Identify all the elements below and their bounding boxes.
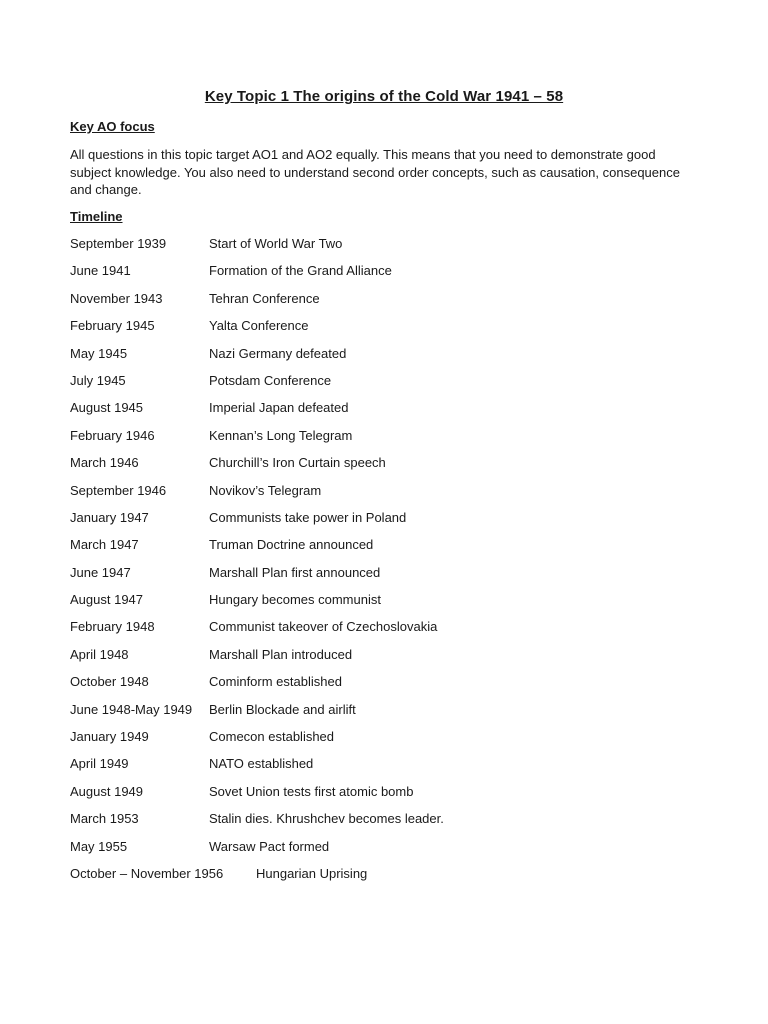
timeline-date: March 1947 [70, 537, 139, 553]
timeline-date: January 1949 [70, 729, 149, 745]
timeline-entry [70, 537, 690, 564]
document-title: Key Topic 1 The origins of the Cold War 1941 – 58 [204, 88, 564, 105]
timeline-event: Nazi Germany defeated [209, 345, 347, 361]
timeline-date: April 1948 [70, 646, 129, 662]
key-ao-heading: Key AO focus [70, 119, 155, 134]
timeline-event: Novikov’s Telegram [209, 482, 322, 498]
timeline-heading: Timeline [70, 209, 123, 224]
timeline-date: September 1939 [70, 236, 167, 251]
timeline-entry [70, 866, 690, 893]
timeline-event: Truman Doctrine announced [209, 537, 374, 553]
timeline-entry [70, 647, 690, 674]
timeline-event: Yalta Conference [209, 318, 309, 334]
timeline-event: Communists take power in Poland [209, 509, 407, 525]
timeline-event: Comecon established [209, 729, 335, 745]
timeline-date: April 1949 [70, 756, 129, 772]
timeline-date: September 1946 [70, 482, 167, 498]
timeline-date: February 1945 [70, 318, 155, 334]
timeline-date: June 1948-May 1949 [70, 701, 193, 717]
timeline-date: October 1948 [70, 674, 149, 690]
timeline-event: Stalin dies. Khrushchev becomes leader. [209, 811, 444, 827]
timeline-date: February 1946 [70, 427, 155, 443]
timeline-event: Marshall Plan first announced [209, 564, 381, 580]
timeline-entry [70, 428, 690, 455]
timeline-entry [70, 729, 690, 756]
timeline-entry [70, 455, 690, 482]
timeline-entry [70, 565, 690, 592]
timeline-event: Marshall Plan introduced [209, 646, 353, 662]
timeline-entry [70, 263, 690, 290]
timeline-date: November 1943 [70, 290, 163, 306]
timeline-event: Cominform established [209, 674, 342, 690]
timeline-entry [70, 291, 690, 318]
timeline-event: Sovet Union tests first atomic bomb [209, 783, 414, 799]
timeline-date: August 1949 [70, 783, 144, 799]
timeline-event: Communist takeover of Czechoslovakia [209, 619, 438, 635]
key-ao-paragraph: All questions in this topic target AO1 and AO2 equally. This means that you need to demonstrate good subject knowledge. You also need to understand second order concepts, such as causation, consequence and change. [70, 147, 680, 197]
timeline-entry [70, 756, 690, 783]
timeline-entry [70, 702, 690, 729]
timeline-date: July 1945 [70, 372, 126, 388]
timeline-date: March 1946 [70, 455, 139, 471]
timeline-date: May 1945 [70, 345, 128, 361]
timeline-entry [70, 373, 690, 400]
timeline-entry [70, 811, 690, 838]
timeline-event: Churchill’s Iron Curtain speech [209, 455, 386, 471]
timeline-entry [70, 400, 690, 427]
timeline-date: March 1953 [70, 811, 139, 827]
timeline-event: NATO established [209, 756, 314, 772]
timeline-event: Formation of the Grand Alliance [209, 263, 392, 279]
timeline-date: August 1947 [70, 592, 144, 608]
timeline-list [70, 236, 690, 893]
timeline-event: Hungarian Uprising [256, 865, 368, 881]
timeline-entry [70, 346, 690, 373]
timeline-entry [70, 592, 690, 619]
timeline-entry [70, 784, 690, 811]
timeline-entry [70, 510, 690, 537]
timeline-date: May 1955 [70, 838, 128, 854]
timeline-event: Imperial Japan defeated [209, 400, 349, 416]
timeline-date: January 1947 [70, 509, 149, 525]
timeline-entry [70, 619, 690, 646]
timeline-entry [70, 839, 690, 866]
timeline-event: Tehran Conference [209, 290, 320, 306]
timeline-entry [70, 483, 690, 510]
timeline-entry [70, 674, 690, 701]
timeline-event: Start of World War Two [209, 236, 343, 251]
timeline-date: October – November 1956 [70, 865, 224, 881]
timeline-event: Potsdam Conference [209, 372, 332, 388]
timeline-date: June 1941 [70, 263, 131, 279]
timeline-event: Kennan’s Long Telegram [209, 427, 353, 443]
timeline-entry [70, 318, 690, 345]
timeline-event: Hungary becomes communist [209, 592, 381, 608]
timeline-date: August 1945 [70, 400, 144, 416]
timeline-date: June 1947 [70, 564, 131, 580]
timeline-event: Warsaw Pact formed [209, 838, 330, 854]
timeline-date: February 1948 [70, 619, 155, 635]
timeline-entry [70, 236, 690, 263]
timeline-event: Berlin Blockade and airlift [209, 701, 356, 717]
